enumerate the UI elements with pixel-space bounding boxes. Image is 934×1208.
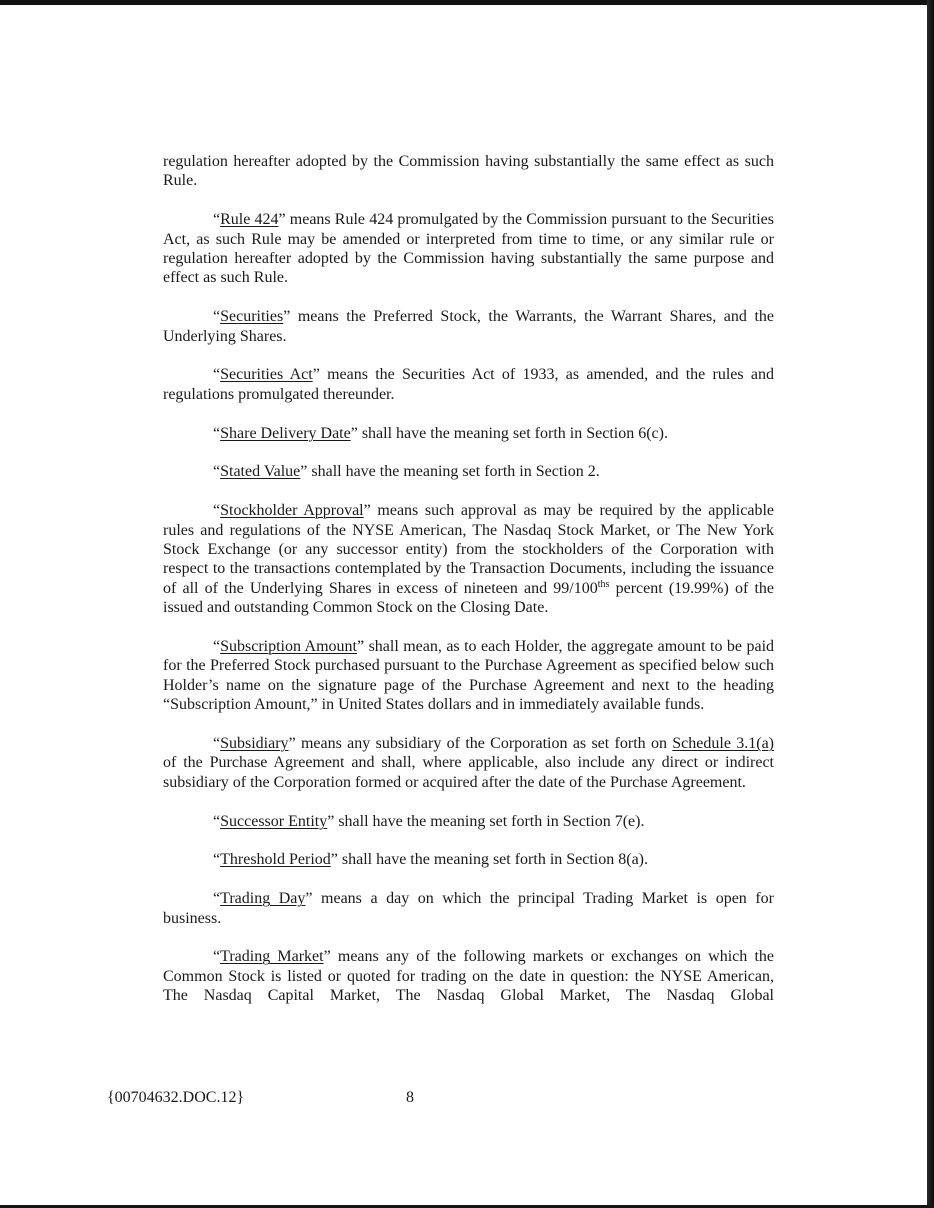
schedule-reference: Schedule 3.1(a) [672, 735, 775, 753]
definition-subscription-amount: “Subscription Amount” shall mean, as to each Holder, the aggregate amount to be paid for the Preferred Stock purchased pursuant to the Purchase Agreement as specified below such Holder’s name on the signature page of the Purchase Agreement and next to the heading “Subscription Amount,” in United States dollars and in immediately available funds. [163, 638, 775, 714]
definition-successor-entity: “Successor Entity” shall have the meaning set forth in Section 7(e). [213, 812, 645, 830]
footer-document-id: {00704632.DOC.12} [107, 1089, 245, 1106]
defined-term: Share Delivery Date [220, 424, 351, 442]
definition-subsidiary: “Subsidiary” means any subsidiary of the Corporation as set forth on Schedule 3.1(a) of the Purchase Agreement and shall, where applicable, also include any direct or indirect subsidiary of the Corporation formed or acquired after the date of the Purchase Agreement. [163, 735, 775, 791]
defined-term: Stockholder Approval [220, 502, 364, 520]
ordinal-superscript: ths [597, 578, 610, 590]
scan-edge-right [927, 0, 934, 1208]
defined-term: Threshold Period [220, 851, 331, 869]
definition-trading-market: “Trading Market” means any of the following markets or exchanges on which the Common Stock is listed or quoted for trading on the date in question: the NYSE American, The Nasdaq Capital Market, The Nasdaq Global Market, The Nasdaq Global [163, 948, 774, 1005]
definition-stockholder-approval: “Stockholder Approval” means such approval as may be required by the applicable rules and regulations of the NYSE American, The Nasdaq Stock Market, or The New York Stock Exchange (or any successor entity) from the stockholders of the Corporation with respect to the transactions contemplated by the Transaction Documents, including the issuance of all of the Underlying Shares in excess of nineteen and $99/100^{ths}$ percent (19.99%) of the issued and outstanding Common Stock on the Closing Date. [163, 502, 775, 617]
definition-securities-act: “Securities Act” means the Securities Act of 1933, as amended, and the rules and regulations promulgated thereunder. [163, 366, 775, 403]
defined-term: Trading Day [220, 890, 306, 908]
definition-trading-day: “Trading Day” means a day on which the principal Trading Market is open for business. [163, 890, 774, 927]
definition-stated-value: “Stated Value” shall have the meaning set forth in Section 2. [213, 463, 600, 481]
definition-rule-424: “Rule 424” means Rule 424 promulgated by the Commission pursuant to the Securities Act, as such Rule may be amended or interpreted from time to time, or any similar rule or regulation hereafter adopted by the Commission having substantially the same purpose and effect as such Rule. [163, 211, 775, 287]
defined-term: Subscription Amount [220, 638, 358, 656]
definition-securities: “Securities” means the Preferred Stock, the Warrants, the Warrant Shares, and the Underlying Shares. [163, 308, 774, 345]
definition-threshold-period: “Threshold Period” shall have the meaning set forth in Section 8(a). [213, 851, 649, 869]
footer-page-number: 8 [406, 1089, 414, 1106]
scan-edge-top [0, 0, 934, 5]
definition-share-delivery-date: “Share Delivery Date” shall have the meaning set forth in Section 6(c). [213, 424, 668, 442]
defined-term: Securities [220, 308, 284, 326]
defined-term: Securities Act [220, 366, 313, 384]
defined-term: Rule 424 [220, 211, 279, 229]
defined-term: Trading Market [220, 948, 324, 966]
document-body [163, 152, 774, 1025]
paragraph-continuation: regulation hereafter adopted by the Commission having substantially the same effect as such Rule. [163, 153, 774, 190]
defined-term: Stated Value [220, 463, 301, 481]
defined-term: Subsidiary [220, 735, 289, 753]
defined-term: Successor Entity [220, 812, 328, 830]
